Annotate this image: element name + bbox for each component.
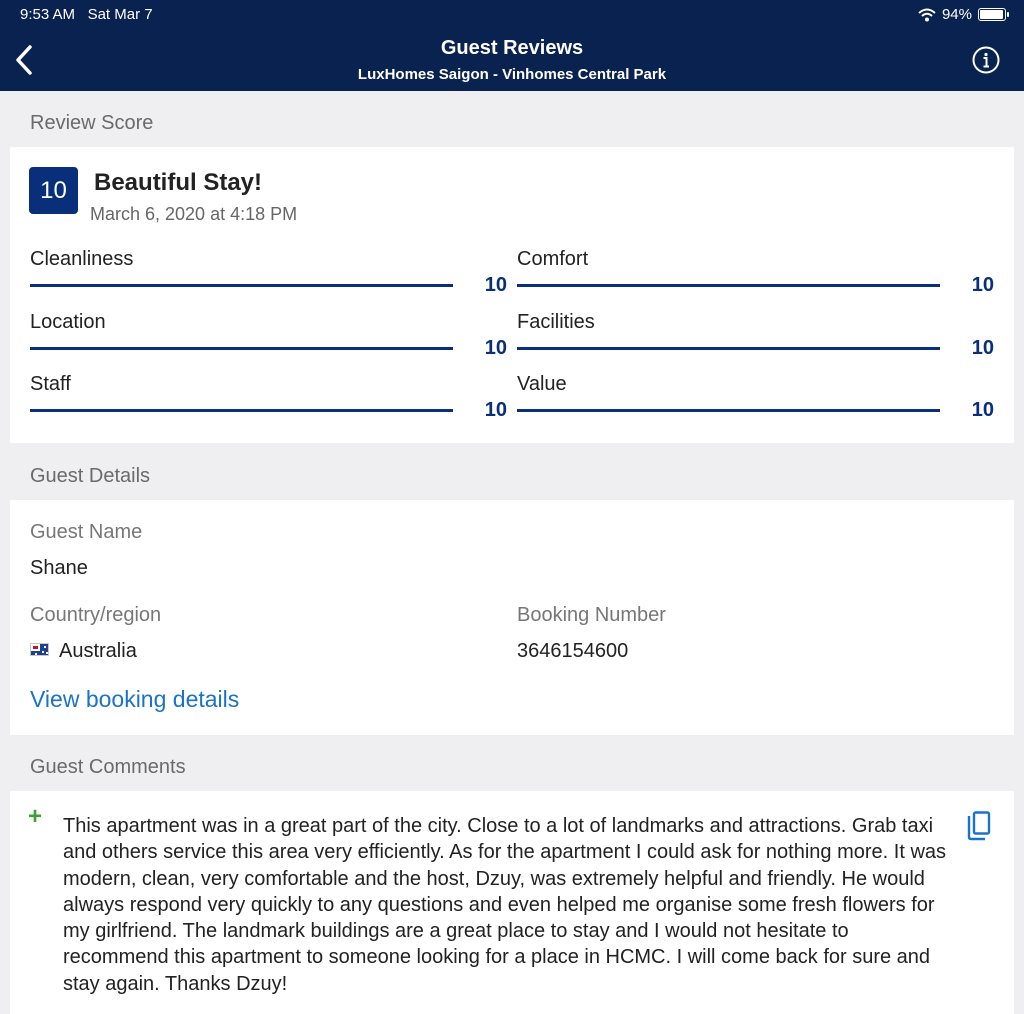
rating-bar-track	[517, 347, 940, 350]
guest-name: Shane	[30, 557, 88, 579]
battery-percent: 94%	[941, 6, 972, 23]
rating-bar-fill	[517, 284, 940, 287]
rating-bar-track	[517, 284, 940, 287]
rating-bar-track	[30, 284, 453, 287]
booking-number: 3646154600	[517, 640, 629, 662]
review-title: Beautiful Stay!	[94, 169, 263, 196]
country-value	[30, 640, 137, 663]
rating-value-category	[517, 373, 994, 431]
view-booking-details-link[interactable]: View booking details	[30, 686, 240, 712]
info-icon	[972, 46, 1000, 74]
navigation-bar	[0, 0, 1024, 91]
rating-bar-fill	[517, 347, 940, 350]
page-title: Guest Reviews	[440, 37, 584, 59]
country-name: Australia	[59, 640, 137, 662]
rating-bar-track	[30, 409, 453, 412]
rating-facilities	[517, 311, 994, 369]
country-label: Country/region	[30, 604, 162, 626]
rating-value: 10	[484, 274, 507, 296]
review-score-card	[10, 147, 1014, 443]
rating-value: 10	[971, 399, 994, 421]
guest-details-card	[10, 500, 1014, 735]
rating-label: Location	[30, 311, 106, 333]
booking-number-label: Booking Number	[517, 604, 666, 626]
rating-bar-fill	[517, 409, 940, 412]
rating-bar-fill	[30, 347, 453, 350]
rating-label: Cleanliness	[30, 248, 134, 270]
rating-location	[30, 311, 507, 369]
rating-bar-track	[30, 347, 453, 350]
copy-icon	[966, 811, 992, 841]
wifi-icon	[918, 8, 936, 22]
rating-value: 10	[971, 337, 994, 359]
info-button[interactable]	[972, 46, 1000, 74]
copy-button[interactable]	[966, 811, 992, 841]
status-time: 9:53 AM Sat Mar 7	[20, 6, 153, 23]
battery-icon	[978, 8, 1006, 21]
rating-value: 10	[971, 274, 994, 296]
rating-value: 10	[484, 399, 507, 421]
rating-comfort	[517, 248, 994, 306]
australia-flag-icon	[30, 643, 49, 656]
rating-staff	[30, 373, 507, 431]
rating-bar-fill	[30, 284, 453, 287]
plus-icon: +	[28, 803, 43, 830]
rating-value: 10	[484, 337, 507, 359]
rating-label: Facilities	[517, 311, 595, 333]
guest-details-header: Guest Details	[30, 465, 151, 487]
property-name: LuxHomes Saigon - Vinhomes Central Park	[357, 66, 667, 83]
overall-score-badge: 10	[29, 167, 78, 214]
rating-cleanliness	[30, 248, 507, 306]
rating-label: Comfort	[517, 248, 589, 270]
review-score-header: Review Score	[30, 112, 154, 134]
guest-name-label: Guest Name	[30, 521, 143, 543]
rating-label: Value	[517, 373, 567, 395]
positive-comment: This apartment was in a great part of the city. Close to a lot of landmarks and attractions. Grab taxi and others service this area very efficiently. As for the apartment I could ask for nothing more. It was modern, clean, very comfortable and the host, Dzuy, was extremely helpful and friendly. He would always respond very quickly to any questions and even helped me organise some fresh flowers for my girlfriend. The landmark buildings are a great place to stay and I would not hesitate to recommend this apartment to someone looking for a place in HCMC. I will come back for sure and stay again. Thanks Dzuy!	[63, 815, 947, 995]
review-date: March 6, 2020 at 4:18 PM	[90, 204, 298, 224]
status-date: Sat Mar 7	[87, 6, 153, 23]
guest-comments-card	[10, 791, 1014, 1014]
rating-bar-fill	[30, 409, 453, 412]
status-indicators	[918, 6, 1006, 23]
rating-label: Staff	[30, 373, 71, 395]
guest-comments-header: Guest Comments	[30, 756, 186, 778]
rating-bar-track	[517, 409, 940, 412]
